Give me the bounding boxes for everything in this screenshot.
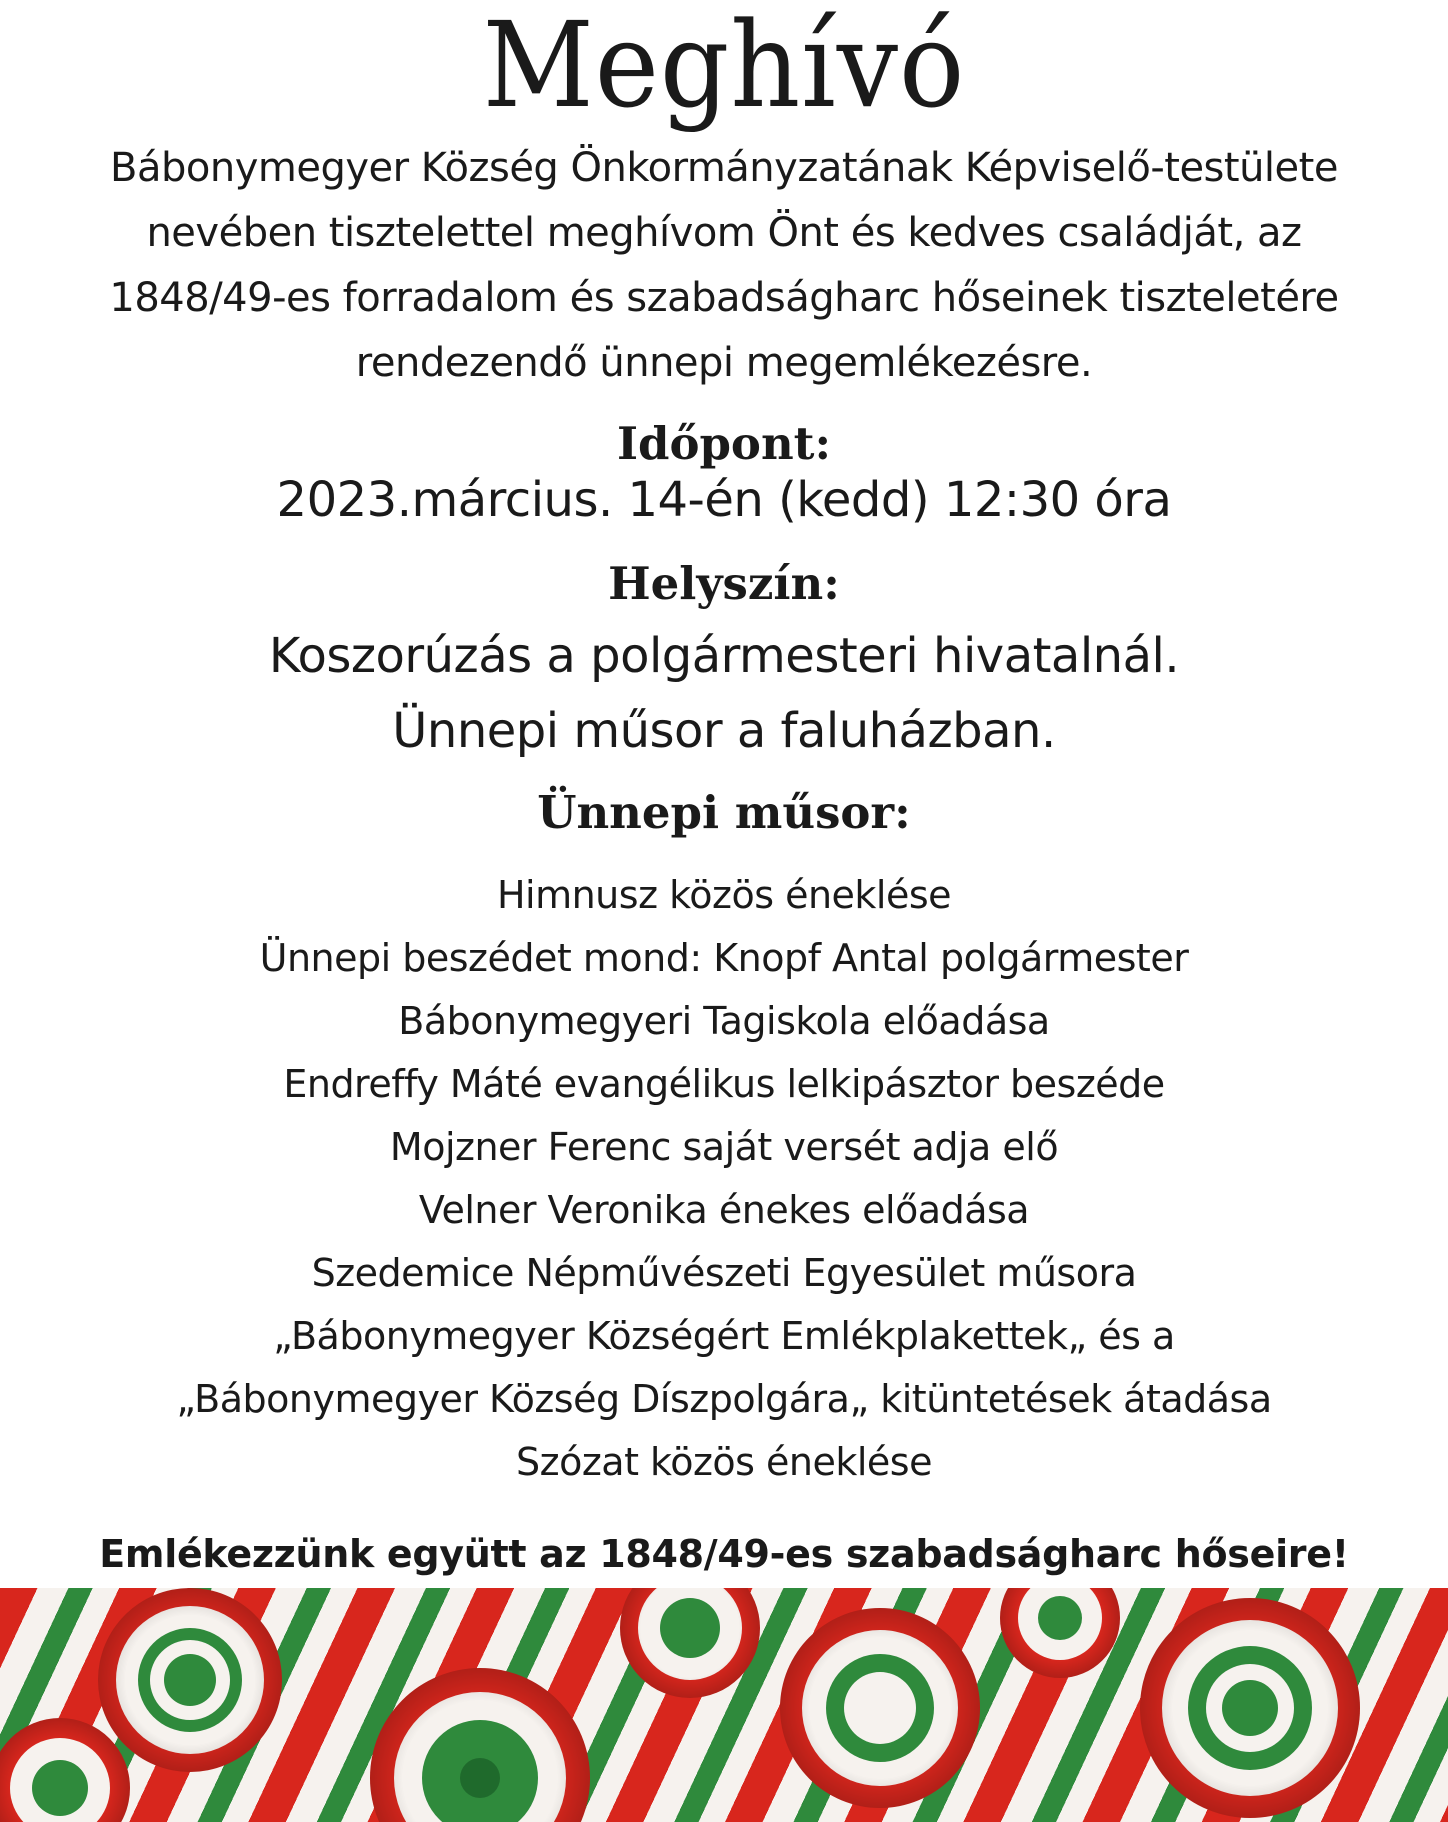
program-item: Endreffy Máté evangélikus lelkipásztor beszéde — [283, 1062, 1165, 1106]
intro-line: rendezendő ünnepi megemlékezésre. — [355, 340, 1093, 386]
cockade-icon — [1000, 1588, 1120, 1678]
program-heading: Ünnepi műsor: — [537, 786, 911, 839]
program-item: Mojzner Ferenc saját versét adja elő — [389, 1125, 1059, 1169]
intro-line: Bábonymegyer Község Önkormányzatának Képviselő-testülete — [110, 145, 1338, 191]
time-value: 2023.március. 14-én (kedd) 12:30 óra — [276, 472, 1172, 528]
program-item: Szózat közös éneklése — [516, 1440, 932, 1484]
closing-line: Emlékezzünk együtt az 1848/49-es szabadságharc hőseire! — [99, 1532, 1349, 1576]
program-item: „Bábonymegyer Községért Emlékplakettek„ és a — [273, 1314, 1175, 1358]
program-list — [0, 864, 1448, 1494]
program-item: Velner Veronika énekes előadása — [418, 1188, 1030, 1232]
cockade-icon — [0, 1718, 130, 1822]
location-line: Ünnepi műsor a faluházban. — [392, 703, 1056, 759]
program-item: Himnusz közös éneklése — [496, 873, 952, 917]
program-item: „Bábonymegyer Község Díszpolgára„ kitüntetések átadása — [176, 1377, 1272, 1421]
cockades-illustration — [0, 1588, 1448, 1822]
time-heading: Időpont: — [616, 417, 832, 470]
location-line: Koszorúzás a polgármesteri hivatalnál. — [268, 628, 1180, 684]
cockade-icon — [620, 1588, 760, 1698]
cockade-icon — [780, 1608, 980, 1808]
cockades-banner-image — [0, 1588, 1448, 1822]
intro-line: 1848/49-es forradalom és szabadságharc hőseinek tiszteletére — [109, 275, 1339, 321]
cockade-icon — [98, 1588, 282, 1772]
cockade-icon — [370, 1668, 590, 1822]
invitation-title: Meghívó — [482, 0, 966, 134]
intro-paragraph — [20, 136, 1428, 396]
program-item: Szedemice Népművészeti Egyesület műsora — [311, 1251, 1137, 1295]
intro-line: nevében tisztelettel meghívom Önt és kedves családját, az — [146, 210, 1302, 256]
program-item: Bábonymegyeri Tagiskola előadása — [398, 999, 1050, 1043]
cockade-icon — [1140, 1598, 1360, 1818]
program-item: Ünnepi beszédet mond: Knopf Antal polgármester — [259, 936, 1189, 980]
location-heading: Helyszín: — [608, 557, 840, 610]
